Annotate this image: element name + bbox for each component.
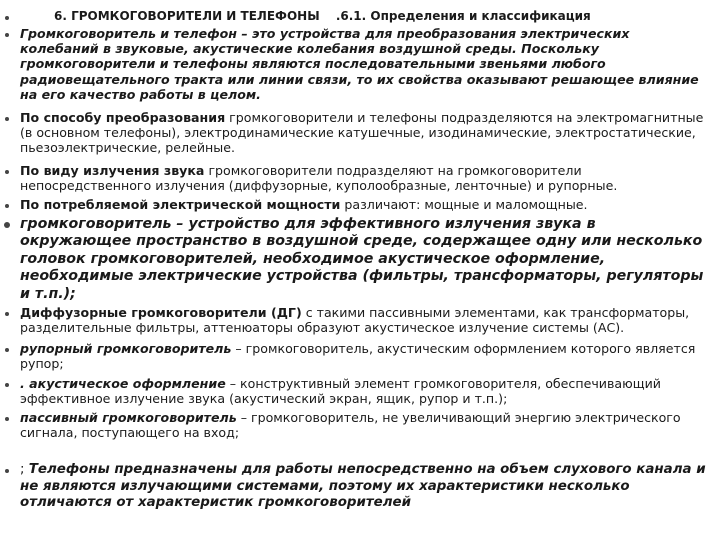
term-definition: – громкоговоритель, не увеличивающий энергию электрического сигнала, поступающего на вход; — [20, 410, 681, 441]
bullet — [5, 16, 9, 20]
classification-lead: По виду излучения звука — [20, 163, 205, 178]
bullet — [5, 170, 9, 174]
list-item — [20, 305, 710, 335]
list-item — [20, 26, 710, 102]
classification-lead: Диффузорные громкоговорители (ДГ) — [20, 305, 302, 320]
bullet — [5, 204, 9, 208]
bullet — [5, 312, 9, 316]
bullet — [5, 383, 9, 387]
term-definition: – конструктивный элемент громкоговорителя, обеспечивающий эффективное излучение звука (акустический экран, ящик, рупор и т.п.); — [20, 376, 661, 407]
list-item — [20, 216, 710, 303]
list-item — [20, 341, 710, 371]
term: пассивный громкоговоритель — [20, 410, 237, 425]
bullet — [5, 469, 9, 473]
term: . акустическое оформление — [20, 376, 226, 391]
header-row — [20, 9, 710, 23]
term: рупорный громкоговоритель — [20, 341, 232, 356]
term-definition: – громкоговоритель, акустическим оформлением которого является рупор; — [20, 341, 696, 372]
bullet — [5, 417, 9, 421]
list-item — [20, 376, 710, 406]
definition-paragraph: Громкоговоритель и телефон – это устройства для преобразования электрических колебаний в звуковые, акустические колебания воздушной среды. Поскольку громкоговорители и телефоны являются последовательными звеньями любого радиовещательного тракта или линии связи, то их свойства оказывают решающее влияние на его качество работы в целом. — [20, 26, 699, 102]
list-item — [20, 462, 710, 512]
list-item — [20, 410, 710, 440]
list-item — [20, 163, 710, 193]
telephones-paragraph: Телефоны предназначены для работы непосредственно на объем слухового канала и не являются излучающими системами, поэтому их характеристики несколько отличаются от характеристик громкоговорителей — [20, 462, 706, 511]
bullet — [5, 348, 9, 352]
chapter-title: 6. ГРОМКОГОВОРИТЕЛИ И ТЕЛЕФОНЫ — [54, 9, 320, 23]
term-definition: – устройство для эффективного излучения звука в окружающее пространство в воздушной среде, содержащее одну или несколько головок громкоговорителей, необходимое акустическое оформление, необходимые электрические устройства (фильтры, трансформаторы, регуляторы и т.п.); — [20, 216, 704, 302]
bullet — [5, 33, 9, 37]
section-title: .6.1. Определения и классификация — [335, 9, 591, 23]
list-prefix: ; — [20, 462, 29, 477]
classification-lead: По потребляемой электрической мощности — [20, 197, 341, 212]
list-item — [20, 197, 710, 212]
bullet — [4, 222, 10, 228]
list-item — [20, 110, 710, 156]
bullet — [5, 117, 9, 121]
classification-text: с такими пассивными элементами, как трансформаторы, разделительные фильтры, аттенюаторы образуют акустическое излучение системы (АС). — [20, 305, 690, 336]
term: громкоговоритель — [20, 216, 172, 232]
classification-text: различают: мощные и маломощные. — [340, 197, 588, 212]
classification-text: громкоговорители и телефоны подразделяются на электромагнитные (в основном телефоны), электродинамические катушечные, изодинамические, электростатические, пьезоэлектрические, релейные. — [20, 110, 704, 156]
classification-lead: По способу преобразования — [20, 110, 226, 125]
classification-text: громкоговорители подразделяют на громкоговорители непосредственного излучения (диффузорные, куполообразные, ленточные) и рупорные. — [20, 163, 618, 194]
